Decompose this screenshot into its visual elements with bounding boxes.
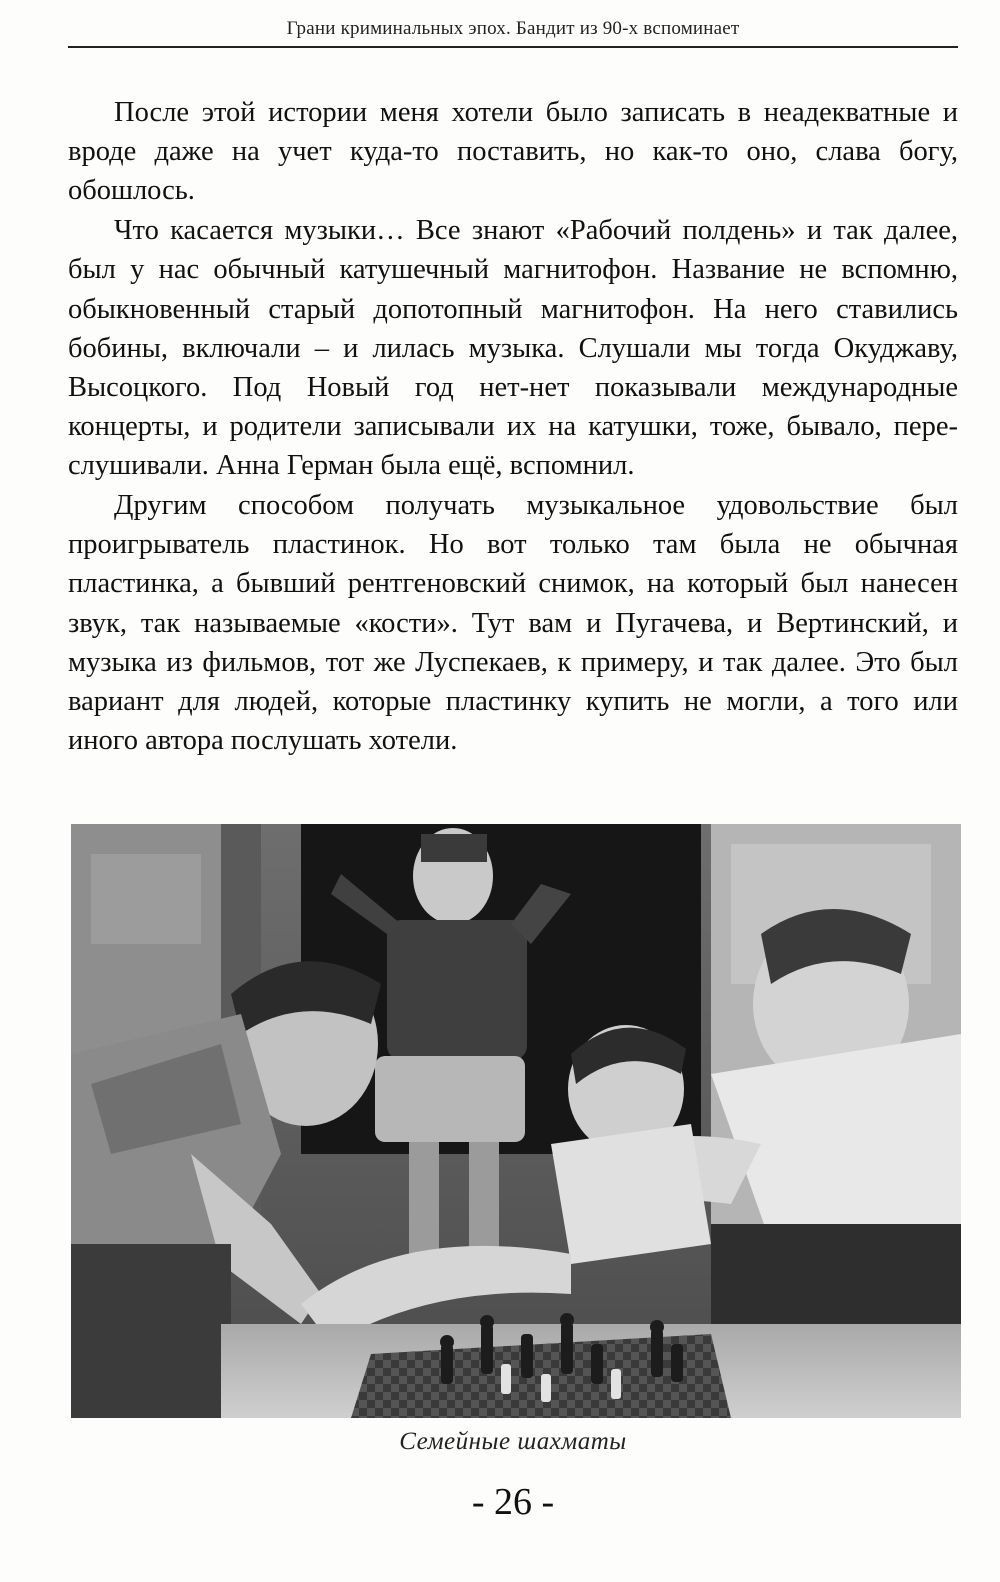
header-rule xyxy=(68,46,958,48)
photo-illustration xyxy=(71,824,961,1418)
paragraph: Что касается музыки… Все знают «Рабочий полдень» и так далее, был у нас обычный катушечный магнитофон. Название не вспомню, обыкновенный старый допотопный магнитофон. На него ставились бобины, включали – и лилась музыка. Слушали мы тогда Окуджаву, Высоцкого. Под Новый год нет-нет показывали международные концерты, и родители записывали их на катушки, тоже, бывало, переслушивали. Анна Герман была ещё, вспомнил. xyxy=(68,215,958,482)
family-chess-photo xyxy=(71,824,961,1418)
page-number: - 26 - xyxy=(471,1481,555,1523)
paragraph: Другим способом получать музыкальное удовольствие был проигрыватель пластинок. Но вот только там была не обычная пластинка, а бывший рентгеновский снимок, на который был нанесен звук, так называемые «кости». Тут вам и Пугачева, и Вертинский, и музыка из фильмов, тот же Луспекаев, к примеру, и так далее. Это был вариант для людей, которые пластинку купить не могли, а того или иного автора послушать хотели. xyxy=(68,490,958,757)
body-text xyxy=(68,93,958,761)
figure-caption: Семейные шахматы xyxy=(399,1428,627,1455)
paragraph: После этой истории меня хотели было записать в неадекватные и вроде даже на учет куда-то поставить, но как-то оно, слава богу, обошлось. xyxy=(68,97,958,207)
running-header: Грани криминальных эпох. Бандит из 90-х вспоминает xyxy=(286,18,740,39)
